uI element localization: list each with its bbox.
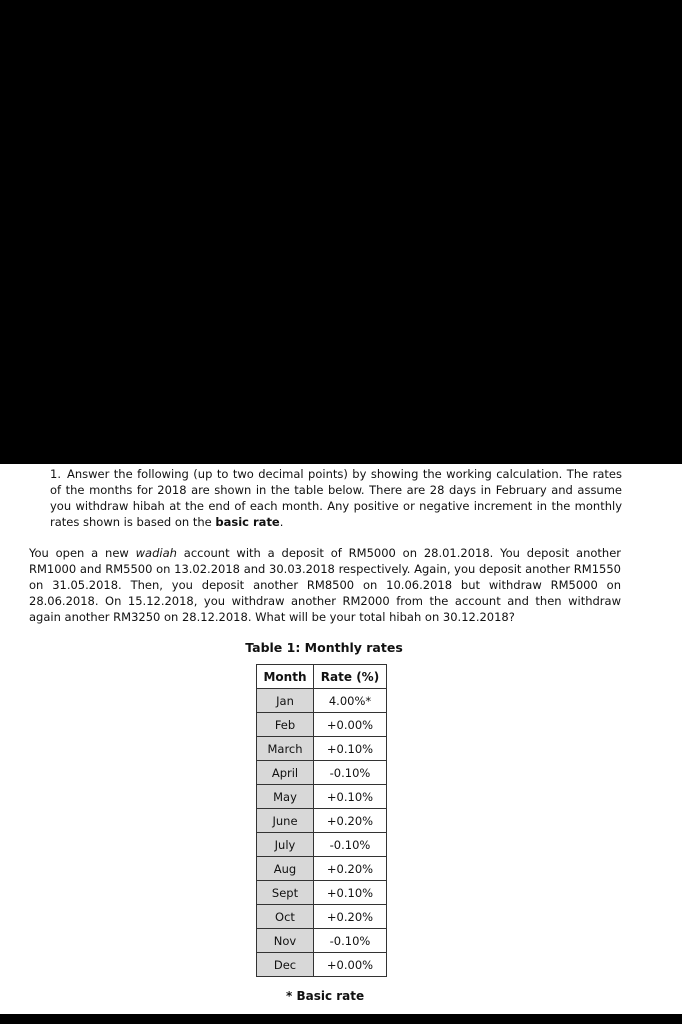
month-cell: Sept (257, 881, 314, 905)
redacted-black-area (0, 0, 682, 464)
scenario-italic-term: wadiah (135, 546, 177, 560)
month-cell: July (257, 833, 314, 857)
table-row (257, 737, 387, 761)
rate-cell: +0.20% (314, 905, 387, 929)
rate-cell: 4.00%* (314, 689, 387, 713)
rate-cell: +0.10% (314, 785, 387, 809)
table-row (257, 905, 387, 929)
column-header-rate: Rate (%) (314, 665, 387, 689)
table-footnote: * Basic rate (286, 989, 365, 1003)
month-cell: May (257, 785, 314, 809)
scenario-text-start: You open a new (29, 546, 136, 560)
column-header-month: Month (257, 665, 314, 689)
table-row (257, 689, 387, 713)
table-row (257, 953, 387, 977)
month-cell: Feb (257, 713, 314, 737)
month-cell: Dec (257, 953, 314, 977)
rate-cell: -0.10% (314, 761, 387, 785)
month-cell: April (257, 761, 314, 785)
question-1 (50, 466, 622, 530)
month-cell: June (257, 809, 314, 833)
table-row (257, 761, 387, 785)
question-number: 1. (50, 467, 61, 481)
rate-cell: +0.10% (314, 737, 387, 761)
table-row (257, 809, 387, 833)
table-row (257, 833, 387, 857)
table-row (257, 713, 387, 737)
rate-cell: +0.20% (314, 809, 387, 833)
scenario-text: account with a deposit of RM5000 on 28.01.2018. You deposit another RM1000 and RM5500 on 13.02.2018 and 30.03.2018 respectively. Again, you deposit another RM1550 on 31.05.2018. Then, you deposit another RM8500 on 10.06.2018 but withdraw RM5000 on 28.06.2018. On 15.12.2018, you withdraw another RM2000 from the account and then withdraw again another RM3250 on 28.12.2018. What will be your total hibah on 30.12.2018? (29, 546, 621, 624)
bottom-black-bar (0, 1014, 682, 1024)
month-cell: Nov (257, 929, 314, 953)
rate-cell: +0.00% (314, 953, 387, 977)
document-page (0, 464, 682, 1014)
rate-cell: +0.10% (314, 881, 387, 905)
month-cell: Aug (257, 857, 314, 881)
question-1-bold-term: basic rate (215, 515, 280, 529)
table-row (257, 857, 387, 881)
table-row (257, 785, 387, 809)
table-row (257, 881, 387, 905)
month-cell: Jan (257, 689, 314, 713)
rate-cell: -0.10% (314, 833, 387, 857)
rate-cell: -0.10% (314, 929, 387, 953)
question-1-text: Answer the following (up to two decimal points) by showing the working calculation. The rates of the months for 2018 are shown in the table below. There are 28 days in February and assume you withdraw hibah at the end of each month. Any positive or negative increment in the monthly rates shown is based on the (50, 467, 622, 529)
month-cell: March (257, 737, 314, 761)
month-cell: Oct (257, 905, 314, 929)
monthly-rates-table (256, 664, 387, 977)
table-header-row (257, 665, 387, 689)
rate-cell: +0.00% (314, 713, 387, 737)
question-1-text-end: . (279, 515, 284, 529)
rate-cell: +0.20% (314, 857, 387, 881)
table-caption: Table 1: Monthly rates (245, 640, 403, 655)
question-2-scenario (29, 545, 621, 625)
table-row (257, 929, 387, 953)
